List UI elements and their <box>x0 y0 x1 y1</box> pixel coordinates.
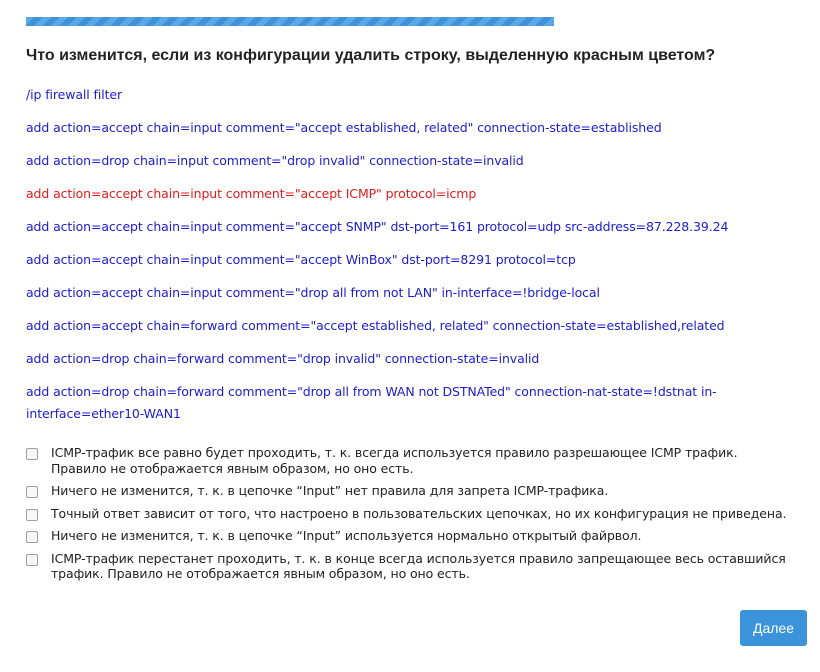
answer-option-5[interactable] <box>26 551 796 582</box>
answer-option-1[interactable] <box>26 445 796 476</box>
config-line: add action=drop chain=forward comment="drop all from WAN not DSTNATed" connection-nat-state=!dstnat in-interface=ether10-WAN1 <box>26 384 717 421</box>
checkbox[interactable] <box>26 448 38 460</box>
answer-option-4[interactable] <box>26 528 796 544</box>
checkbox[interactable] <box>26 554 38 566</box>
answer-option-label: Точный ответ зависит от того, что настроено в пользовательских цепочках, но их конфигурация не приведена. <box>51 505 787 521</box>
config-line: add action=accept chain=input comment="accept SNMP" dst-port=161 protocol=udp src-address=87.228.39.24 <box>26 219 729 234</box>
answer-options <box>26 445 796 589</box>
answer-option-label: ICMP-трафик все равно будет проходить, т. к. всегда используется правило разрешающее ICMP трафик. Правило не отображается явным образом, но оно есть. <box>51 445 738 476</box>
config-line: add action=drop chain=input comment="drop invalid" connection-state=invalid <box>26 153 524 168</box>
answer-option-label: Ничего не изменится, т. к. в цепочке “Input” используется нормально открытый файрвол. <box>51 528 642 543</box>
config-block <box>26 84 796 436</box>
config-line: add action=accept chain=forward comment="accept established, related" connection-state=established,related <box>26 318 725 333</box>
next-button[interactable]: Далее <box>740 610 807 646</box>
config-line: add action=accept chain=input comment="accept WinBox" dst-port=8291 protocol=tcp <box>26 252 576 267</box>
config-line-highlighted: add action=accept chain=input comment="accept ICMP" protocol=icmp <box>26 186 477 201</box>
answer-option-label: ICMP-трафик перестанет проходить, т. к. в конце всегда используется правило запрещающее весь оставшийся трафик. Правило не отображается явным образом, но оно есть. <box>51 550 786 581</box>
config-line: add action=accept chain=input comment="accept established, related" connection-state=established <box>26 120 662 135</box>
question-title: Что изменится, если из конфигурации удалить строку, выделенную красным цветом? <box>26 47 716 64</box>
answer-option-3[interactable] <box>26 506 796 522</box>
checkbox[interactable] <box>26 486 38 498</box>
config-header: /ip firewall filter <box>26 87 123 102</box>
progress-bar <box>26 17 554 26</box>
answer-option-label: Ничего не изменится, т. к. в цепочке “Input” нет правила для запрета ICMP-трафика. <box>51 483 609 498</box>
checkbox[interactable] <box>26 509 38 521</box>
answer-option-2[interactable] <box>26 483 796 499</box>
config-line: add action=drop chain=forward comment="drop invalid" connection-state=invalid <box>26 351 540 366</box>
checkbox[interactable] <box>26 531 38 543</box>
config-line: add action=accept chain=input comment="drop all from not LAN" in-interface=!bridge-local <box>26 285 600 300</box>
